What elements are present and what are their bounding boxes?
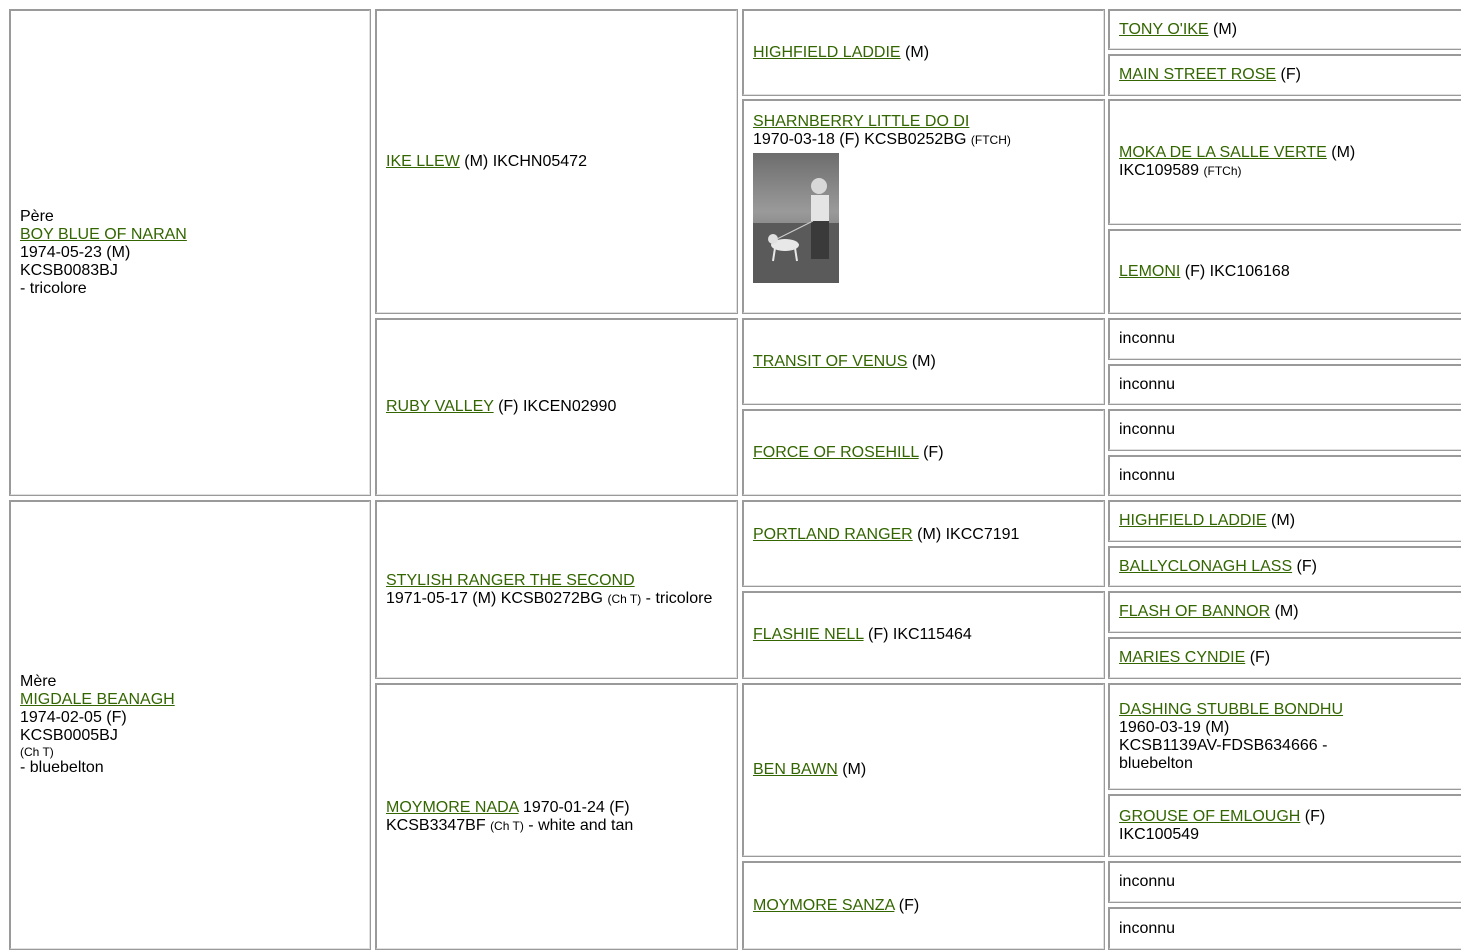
pedigree-cell-unknown <box>1108 318 1461 360</box>
sharnberry-title: (FTCH) <box>970 133 1011 147</box>
pedigree-cell-ben-bawn <box>742 683 1105 857</box>
main-street-rose-info: (F) <box>1276 66 1301 83</box>
stylish-ranger-info: 1971-05-17 (M) KCSB0272BG <box>386 589 608 607</box>
ballyclonagh-lass-link[interactable]: BALLYCLONAGH LASS <box>1119 557 1293 575</box>
pedigree-cell-unknown <box>1108 861 1461 903</box>
unknown-label: inconnu <box>1119 375 1176 393</box>
pedigree-cell-moka <box>1108 99 1461 225</box>
pedigree-cell-lemoni <box>1108 229 1461 314</box>
highfield-laddie-2-info: (M) <box>1266 512 1296 529</box>
moka-reg: IKC109589 <box>1119 162 1204 179</box>
dam-name-link[interactable]: MIGDALE BEANAGH <box>20 691 175 708</box>
sire-color: - tricolore <box>20 279 87 297</box>
stylish-ranger-color: - tricolore <box>641 589 713 607</box>
portland-ranger-info: (M) IKCC7191 <box>912 526 1020 543</box>
moka-title: (FTCh) <box>1203 164 1242 178</box>
ruby-valley-link[interactable]: RUBY VALLEY <box>386 398 494 415</box>
flashie-nell-link[interactable]: FLASHIE NELL <box>753 626 864 643</box>
sire-dob: 1974-05-23 <box>20 243 102 261</box>
dam-role-label: Mère <box>20 673 57 690</box>
flashie-nell-info: (F) IKC115464 <box>863 626 972 643</box>
moymore-nada-info: 1970-01-24 (F) KCSB3347BF <box>386 798 630 834</box>
pedigree-cell-transit-of-venus <box>742 318 1105 405</box>
pedigree-cell-moymore-nada <box>375 683 738 950</box>
main-street-rose-link[interactable]: MAIN STREET ROSE <box>1119 66 1277 83</box>
force-of-rosehill-link[interactable]: FORCE OF ROSEHILL <box>753 443 919 461</box>
pedigree-cell-ike-llew <box>375 9 738 314</box>
force-of-rosehill-info: (F) <box>918 443 944 461</box>
tony-oike-link[interactable]: TONY O'IKE <box>1119 20 1209 38</box>
lemoni-info: (F) IKC106168 <box>1180 262 1290 280</box>
highfield-laddie-link[interactable]: HIGHFIELD LADDIE <box>753 43 901 61</box>
pedigree-cell-main-street-rose <box>1108 54 1461 96</box>
pedigree-cell-unknown <box>1108 409 1461 451</box>
pedigree-cell-maries-cyndie <box>1108 637 1461 679</box>
sharnberry-link[interactable]: SHARNBERRY LITTLE DO DI <box>753 113 970 130</box>
transit-of-venus-link[interactable]: TRANSIT OF VENUS <box>753 352 908 370</box>
highfield-laddie-info: (M) <box>900 43 930 61</box>
ben-bawn-link[interactable]: BEN BAWN <box>753 761 838 778</box>
dashing-stubble-dob: 1960-03-19 (M) <box>1119 718 1230 736</box>
grouse-of-emlough-info: (F) <box>1300 807 1326 825</box>
moymore-nada-link[interactable]: MOYMORE NADA <box>386 798 519 816</box>
stylish-ranger-title: (Ch T) <box>607 591 642 606</box>
tony-oike-info: (M) <box>1208 20 1238 38</box>
pedigree-cell-stylish-ranger <box>375 500 738 679</box>
sire-cell <box>9 9 371 496</box>
grouse-of-emlough-reg: IKC100549 <box>1119 825 1200 843</box>
pedigree-cell-sharnberry <box>742 99 1105 314</box>
pedigree-cell-flash-of-bannor <box>1108 591 1461 633</box>
highfield-laddie-2-link[interactable]: HIGHFIELD LADDIE <box>1119 512 1267 529</box>
grouse-of-emlough-link[interactable]: GROUSE OF EMLOUGH <box>1119 807 1301 825</box>
pedigree-cell-grouse-of-emlough <box>1108 794 1461 857</box>
dam-color: - bluebelton <box>20 759 104 776</box>
pedigree-cell-ballyclonagh-lass <box>1108 546 1461 587</box>
pedigree-cell-ruby-valley <box>375 318 738 496</box>
ike-llew-link[interactable]: IKE LLEW <box>386 152 460 170</box>
unknown-label: inconnu <box>1119 330 1176 347</box>
dog-photo[interactable] <box>753 153 839 283</box>
dam-title: (Ch T) <box>20 745 54 759</box>
moymore-nada-color: - white and tan <box>523 816 634 834</box>
ballyclonagh-lass-info: (F) <box>1292 557 1317 575</box>
moymore-sanza-link[interactable]: MOYMORE SANZA <box>753 896 895 914</box>
dam-sex: (F) <box>106 709 127 726</box>
moymore-sanza-info: (F) <box>894 896 920 914</box>
sire-reg: KCSB0083BJ <box>20 261 118 279</box>
pedigree-cell-portland-ranger <box>742 500 1105 587</box>
dam-dob: 1974-02-05 <box>20 709 102 726</box>
ike-llew-info: (M) IKCHN05472 <box>459 152 587 170</box>
flash-of-bannor-link[interactable]: FLASH OF BANNOR <box>1119 603 1271 620</box>
pedigree-cell-unknown <box>1108 364 1461 405</box>
moka-info: (M) <box>1326 144 1356 161</box>
unknown-label: inconnu <box>1119 873 1176 890</box>
pedigree-cell-unknown <box>1108 455 1461 496</box>
dashing-stubble-link[interactable]: DASHING STUBBLE BONDHU <box>1119 700 1344 718</box>
pedigree-cell-force-of-rosehill <box>742 409 1105 496</box>
flash-of-bannor-info: (M) <box>1270 603 1299 620</box>
sire-role-label: Père <box>20 207 54 225</box>
pedigree-cell-dashing-stubble <box>1108 683 1461 790</box>
dashing-stubble-color: bluebelton <box>1119 754 1193 772</box>
pedigree-cell-highfield-laddie <box>742 9 1105 96</box>
portland-ranger-link[interactable]: PORTLAND RANGER <box>753 526 913 543</box>
moymore-nada-title: (Ch T) <box>490 818 524 833</box>
sire-name-link[interactable]: BOY BLUE OF NARAN <box>20 225 187 243</box>
moka-link[interactable]: MOKA DE LA SALLE VERTE <box>1119 144 1327 161</box>
ben-bawn-info: (M) <box>837 761 867 778</box>
dam-cell <box>9 500 371 950</box>
lemoni-link[interactable]: LEMONI <box>1119 262 1181 280</box>
ruby-valley-info: (F) IKCEN02990 <box>493 398 617 415</box>
maries-cyndie-info: (F) <box>1245 649 1271 666</box>
pedigree-cell-highfield-laddie-2 <box>1108 500 1461 542</box>
dam-reg: KCSB0005BJ <box>20 727 118 744</box>
pedigree-cell-tony-oike <box>1108 9 1461 50</box>
sire-sex: (M) <box>106 243 131 261</box>
maries-cyndie-link[interactable]: MARIES CYNDIE <box>1119 649 1246 666</box>
unknown-label: inconnu <box>1119 466 1176 484</box>
pedigree-cell-moymore-sanza <box>742 861 1105 950</box>
unknown-label: inconnu <box>1119 421 1176 438</box>
dashing-stubble-reg: KCSB1139AV-FDSB634666 - <box>1119 736 1328 754</box>
unknown-label: inconnu <box>1119 919 1176 937</box>
pedigree-cell-flashie-nell <box>742 591 1105 679</box>
sharnberry-info: 1970-03-18 (F) KCSB0252BG <box>753 131 971 148</box>
transit-of-venus-info: (M) <box>907 352 936 370</box>
stylish-ranger-link[interactable]: STYLISH RANGER THE SECOND <box>386 571 635 589</box>
pedigree-cell-unknown <box>1108 907 1461 950</box>
